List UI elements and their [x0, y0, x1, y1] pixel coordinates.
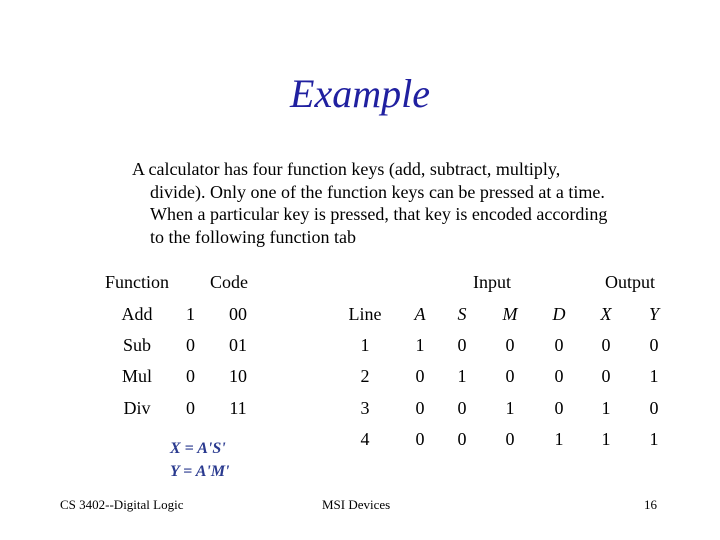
- table-cell: 1: [457, 366, 467, 386]
- table-cell: 0: [505, 429, 515, 449]
- equation-y: Y = A'M': [170, 463, 230, 480]
- table-cell: 1: [415, 335, 425, 355]
- column-header: X: [600, 304, 612, 324]
- table-cell: 0: [601, 366, 611, 386]
- table-cell: 0: [554, 366, 564, 386]
- code-bit-a: 0: [186, 398, 195, 418]
- column-header: A: [414, 304, 426, 324]
- page-number: 16: [644, 497, 657, 512]
- table-cell: 1: [649, 429, 659, 449]
- footer-course: CS 3402--Digital Logic: [60, 497, 184, 512]
- description-paragraph: [132, 158, 692, 248]
- code-header: Code: [210, 272, 248, 292]
- function-code: 00: [229, 304, 247, 324]
- table-cell: 1: [601, 398, 611, 418]
- function-name: Add: [121, 304, 153, 324]
- function-name: Div: [123, 398, 151, 418]
- table-cell: 0: [554, 398, 564, 418]
- paragraph-line: to the following function tab: [150, 226, 356, 247]
- column-header: S: [457, 304, 467, 324]
- table-cell: 0: [415, 366, 425, 386]
- function-code: 11: [229, 398, 247, 418]
- table-cell: 0: [415, 398, 425, 418]
- table-cell: 0: [505, 366, 515, 386]
- table-cell: 0: [554, 335, 564, 355]
- table-cell: 3: [360, 398, 370, 418]
- paragraph-line: divide). Only one of the function keys can be pressed at a time.: [150, 181, 605, 202]
- table-cell: 0: [649, 398, 659, 418]
- table-cell: 0: [415, 429, 425, 449]
- table-cell: 2: [360, 366, 370, 386]
- table-cell: 1: [649, 366, 659, 386]
- table-cell: 4: [360, 429, 370, 449]
- table-cell: 0: [457, 398, 467, 418]
- column-header: D: [552, 304, 566, 324]
- input-header: Input: [473, 272, 511, 292]
- footer-topic: MSI Devices: [322, 497, 391, 512]
- code-bit-a: 0: [186, 335, 195, 355]
- code-bit-a: 0: [186, 366, 195, 386]
- function-name: Mul: [121, 366, 152, 386]
- column-header: Line: [348, 304, 382, 324]
- table-cell: 1: [601, 429, 611, 449]
- function-code: 01: [229, 335, 247, 355]
- table-cell: 0: [457, 429, 467, 449]
- slide-title: Example: [290, 71, 430, 116]
- function-code: 10: [229, 366, 247, 386]
- paragraph-line: When a particular key is pressed, that key is encoded according: [150, 204, 608, 224]
- table-cell: 0: [505, 335, 515, 355]
- equation-x: X = A'S': [170, 440, 226, 457]
- output-header: Output: [604, 272, 655, 292]
- column-header: M: [502, 304, 518, 324]
- function-header: Function: [104, 272, 169, 292]
- table-cell: 0: [601, 335, 611, 355]
- paragraph-line: A calculator has four function keys (add, subtract, multiply,: [132, 159, 561, 179]
- table-cell: 0: [457, 335, 467, 355]
- table-cell: 0: [649, 335, 659, 355]
- code-bit-a: 1: [186, 304, 195, 324]
- table-cell: 1: [360, 335, 370, 355]
- table-cell: 1: [554, 429, 564, 449]
- column-header: Y: [648, 304, 659, 324]
- function-name: Sub: [122, 335, 151, 355]
- table-cell: 1: [505, 398, 515, 418]
